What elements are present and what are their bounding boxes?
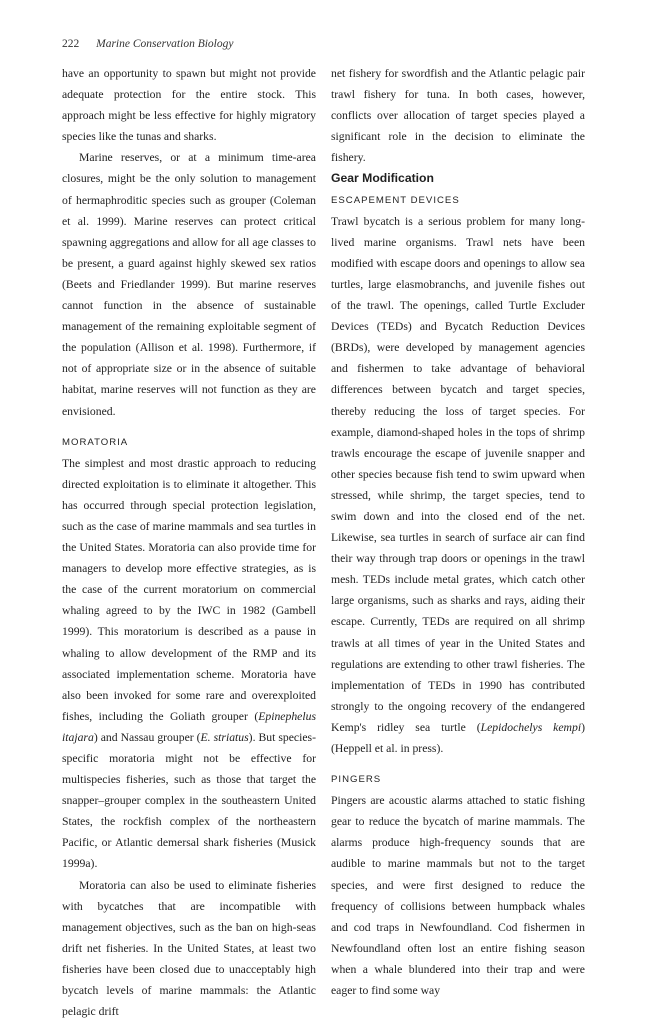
running-header [62,38,233,50]
page-number: 222 [62,38,80,50]
subsection-heading-pingers: PINGERS [331,774,382,786]
section-heading-gear-modification: Gear Modification [331,171,434,186]
left-column [62,63,316,1022]
subsection-heading-escapement-devices: ESCAPEMENT DEVICES [331,194,460,206]
paragraph: Marine reserves, or at a minimum time-area closures, might be the only solution to management of hermaphroditic species such as grouper (Coleman et al. 1999). Marine reserves can protect critical spawning aggregations and allow for all age classes to be present, a guard against highly skewed sex ratios (Beets and Friedlander 1999). But marine reserves cannot function in the absence of sustainable management of the remaining exploitable segment of the population (Allison et al. 1998). Furthermore, if not of appropriate size or in the absence of suitable habitat, marine reserves will not function as they are envisioned. [62,151,316,418]
section-heading-moratoria: MORATORIA [62,436,129,448]
paragraph: have an opportunity to spawn but might not provide adequate protection for the entire stock. This approach might be less effective for highly migratory species like the tunas and sharks. [62,67,316,144]
paragraph: Moratoria can also be used to eliminate fisheries with bycatches that are incompatible with management objectives, such as the ban on high-seas drift net fisheries. In the United States, at least two fisheries have been closed due to unacceptably high bycatch levels of marine mammals: the Atlantic pelagic drift [62,878,316,1019]
right-column [331,63,585,1001]
paragraph: Trawl bycatch is a serious problem for many long-lived marine organisms. Trawl nets have been modified with escape doors and openings to allow sea turtles, large elasmobranchs, and juvenile fishes out of the trawl. The openings, called Turtle Excluder Devices (TEDs) and Bycatch Reduction Devices (BRDs), were developed by management agencies and fishermen to take advantage of behavioral differences between bycatch and target species, thereby reducing the loss of target species. For example, diamond-shaped holes in the tops of shrimp trawls encourage the escape of juvenile snapper and other species because fish tend to swim upward when stressed, while shrimp, the target species, tend to swim down and into the closed end of the net. Likewise, sea turtles in search of surface air can find their way through trap doors or openings in the trawl mesh. TEDs include metal grates, which catch other large organisms, such as sharks and rays, aiding their escape. Currently, TEDs are required on all shrimp trawls at all times of year in the United States and regulations are extending to other trawl fisheries. The implementation of TEDs in 1990 has contributed strongly to the ongoing recovery of the endangered Kemp's ridley sea turtle (Lepidochelys kempi) (Heppell et al. in press). [331,214,585,755]
species-name: Epinephelus itajara [62,709,316,744]
paragraph: net fishery for swordfish and the Atlantic pelagic pair trawl fishery for tuna. In both cases, however, conflicts over allocation of target species played a significant role in the decision to eliminate the fishery. [331,67,585,165]
running-title: Marine Conservation Biology [96,38,234,50]
species-name: E. striatus [200,730,249,744]
species-name: Lepidochelys kempi [480,720,582,734]
paragraph: Pingers are acoustic alarms attached to static fishing gear to reduce the bycatch of marine mammals. The alarms produce high-frequency sounds that are audible to marine mammals but not to the target species, and were first designed to reduce the frequency of collisions between humpback whales and cod traps in Newfoundland. Cod fishermen in Newfoundland often lost an entire fishing season when a whale blundered into their trap and were eager to find some way [331,794,585,998]
paragraph: The simplest and most drastic approach to reducing directed exploitation is to eliminate it altogether. This has occurred through special protection legislation, such as the case of marine mammals and sea turtles in the United States. Moratoria can also provide time for managers to develop more effective strategies, as is the case of the current moratorium on commercial whaling agreed to by the IWC in 1982 (Gambell 1999). This moratorium is described as a pause in whaling to allow development of the RMP and its associated implementation scheme. Moratoria have also been invoked for some rare and overexploited fishes, including the Goliath grouper (Epinephelus itajara) and Nassau grouper (E. striatus). But species-specific moratoria might not be effective for multispecies fisheries, such as those that target the snapper–grouper complex in the southeastern United States, the rockfish complex of the northeastern Pacific, or Atlantic demersal shark fisheries (Musick 1999a). [62,456,316,871]
